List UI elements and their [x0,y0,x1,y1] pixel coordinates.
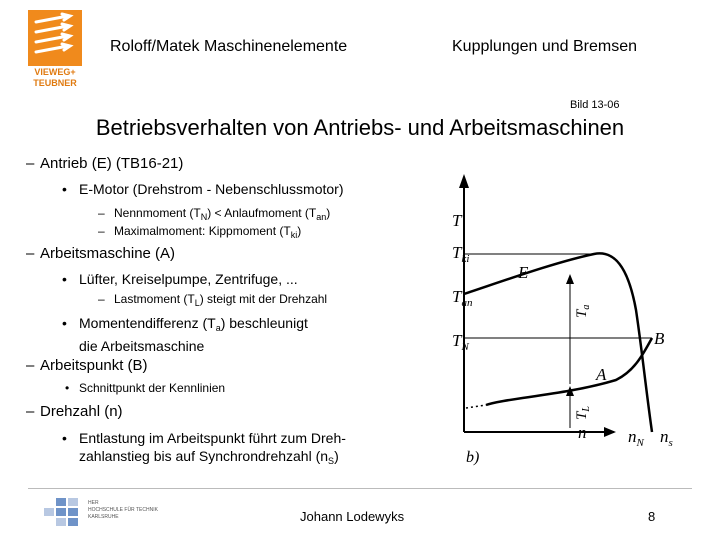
bullet-text: Antrieb (E) (TB16-21) [40,155,184,172]
dot-marker: • [62,181,67,197]
bullet-text: Drehzahl (n) [40,403,123,420]
bullet-nennmoment: – Nennmoment $(T_N)$ < Anlaufmoment $(T_{an})$ [98,206,331,222]
torque-axis-arrow-icon [459,174,469,188]
bullet-text: Arbeitsmaschine (A) [40,245,176,262]
dash-marker: – [26,403,35,420]
bullet-emotor [62,181,344,197]
dash-marker: – [26,155,35,172]
dot-marker: • [62,271,67,287]
bullet-maximalmoment: – Maximalmoment: Kippmoment $(T_{ki})$ [98,224,302,240]
dash-marker: – [98,224,105,238]
label-n: n [578,423,587,442]
label-nn: $n_N$ [628,427,644,449]
bullet-antrieb [26,155,184,172]
dash-marker: – [26,357,35,374]
label-tl: $T_L$ [574,406,592,420]
label-ta: $T_a$ [574,304,592,318]
bullet-schnittpunkt [65,381,226,395]
label-ns: $n_s$ [660,427,673,449]
label-tn: $T_N$ [452,331,469,353]
author-name: Johann Lodewyks [300,509,405,524]
svg-text:HOCHSCHULE FÜR TECHNIK: HOCHSCHULE FÜR TECHNIK [88,507,158,513]
bullet-text: E-Motor (Drehstrom - Nebenschlussmotor) [79,181,344,197]
bullet-luefter [62,271,298,287]
label-b: B [654,329,665,348]
bullet-text: Arbeitspunkt (B) [40,357,148,374]
svg-text:KARLSRUHE: KARLSRUHE [88,514,119,520]
school-logo-icon [40,494,180,530]
figure-reference: Bild 13-06 [570,99,620,111]
dot-marker: • [62,315,67,331]
vieweg-teubner-logo-icon [28,10,82,88]
motor-curve-e [464,253,652,432]
label-b-figure: b) [466,449,480,466]
load-curve-start [466,405,486,408]
dash-marker: – [98,206,105,220]
bullet-arbeitspunkt [26,357,148,374]
school-logo [40,494,180,530]
speed-axis-arrow-icon [604,427,616,437]
label-tki: $T_{ki}$ [452,243,470,265]
label-tan: $T_{an}$ [452,287,473,309]
bullet-drehzahl [26,403,123,420]
bullet-lastmoment: – Lastmoment $(T_L)$ steigt mit der Drehzahl [98,292,328,308]
svg-text:VIEWEG+: VIEWEG+ [34,67,76,77]
book-title: Roloff/Matek Maschinenelemente [110,38,348,55]
page-title: Betriebsverhalten von Antriebs- und Arbeitsmaschinen [95,115,625,140]
label-a: A [596,365,607,384]
bullet-momentendifferenz: • Momentendifferenz $(T_a)$ beschleunigt die Arbeitsmaschine [62,315,308,354]
chapter-title: Kupplungen und Bremsen [452,38,638,55]
footer-divider [28,488,692,489]
bullet-arbeitsmaschine [26,245,176,262]
page-number: 8 [648,509,656,524]
label-t: T [452,211,462,230]
publisher-logo [28,10,82,88]
torque-speed-diagram [446,170,710,470]
dot-marker: • [65,381,70,395]
dash-marker: – [26,245,35,262]
svg-text:TEUBNER: TEUBNER [33,78,77,88]
bullet-entlastung: • Entlastung im Arbeitspunkt führt zum Dreh- zahlanstieg bis auf Synchrondrehzahl $(n_S)$ [62,430,346,466]
bullet-text: Lüfter, Kreiselpumpe, Zentrifuge, ... [79,271,298,287]
label-e: E [518,263,529,282]
dot-marker: • [62,430,67,446]
bullet-text: Schnittpunkt der Kennlinien [79,381,226,395]
dash-marker: – [98,292,105,306]
svg-text:HER: HER [88,500,99,506]
